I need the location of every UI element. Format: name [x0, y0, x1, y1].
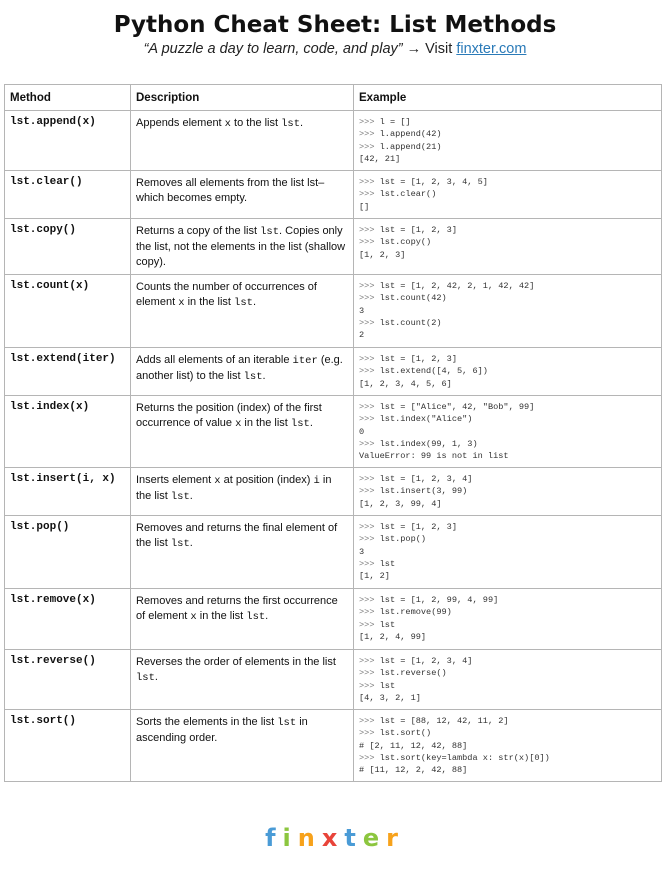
table-row — [5, 516, 662, 589]
description-text: Appends element — [136, 117, 225, 129]
example-line: >>> lst.index("Alice") — [359, 414, 473, 425]
method-cell: lst.extend(iter) — [5, 348, 131, 396]
method-cell: lst.reverse() — [5, 650, 131, 710]
inline-code: lst — [260, 226, 280, 238]
description-text: Removes and returns the first occurrence of element — [136, 595, 338, 622]
description-text: in the list — [136, 474, 332, 502]
example-line: [1, 2, 4, 99] — [359, 631, 427, 642]
example-line: >>> lst = ["Alice", 42, "Bob", 99] — [359, 402, 535, 412]
description-cell — [131, 396, 354, 468]
example-cell — [354, 219, 662, 275]
column-header-description: Description — [131, 85, 354, 111]
method-cell: lst.remove(x) — [5, 589, 131, 650]
example-cell — [354, 589, 662, 650]
description-text: . — [189, 490, 193, 502]
page-subtitle — [0, 41, 670, 57]
method-cell: lst.clear() — [5, 171, 131, 219]
example-line: >>> lst.clear() — [359, 189, 437, 200]
table-row — [5, 589, 662, 650]
description-text: . — [309, 417, 313, 429]
example-line: >>> lst.count(42) — [359, 293, 447, 304]
subtitle-arrow: → Visit — [402, 41, 457, 57]
example-line: >>> l.append(42) — [359, 129, 442, 140]
logo-letter: e — [362, 824, 387, 852]
description-cell — [131, 219, 354, 275]
example-cell — [354, 111, 662, 171]
inline-code: lst — [243, 371, 263, 383]
example-line: >>> lst = [1, 2, 3, 4] — [359, 656, 473, 666]
example-line: >>> lst.sort() — [359, 728, 432, 739]
inline-code: x — [190, 611, 197, 623]
example-line: # [11, 12, 2, 42, 88] — [359, 765, 468, 776]
example-line: [4, 3, 2, 1] — [359, 692, 421, 703]
example-line: >>> lst = [1, 2, 3, 4, 5] — [359, 177, 488, 187]
method-cell: lst.count(x) — [5, 275, 131, 348]
description-text: Inserts element — [136, 474, 215, 486]
example-line: >>> l = [] — [359, 117, 411, 127]
description-text: Returns the position (index) of the first occurrence of value — [136, 402, 322, 429]
example-line: [] — [359, 201, 370, 212]
example-line: >>> lst.reverse() — [359, 668, 447, 679]
example-cell — [354, 650, 662, 710]
description-text: in the list — [241, 417, 291, 429]
description-text: in the list — [184, 296, 235, 308]
inline-code: lst — [290, 418, 310, 430]
description-text: in ascending order. — [136, 716, 308, 744]
description-cell — [131, 348, 354, 396]
example-line: >>> lst.extend([4, 5, 6]) — [359, 366, 488, 377]
table-row — [5, 710, 662, 782]
column-header-example: Example — [354, 85, 662, 111]
description-cell — [131, 275, 354, 348]
example-line: >>> lst — [359, 619, 396, 630]
example-line: >>> lst = [1, 2, 3] — [359, 225, 457, 235]
table-row — [5, 111, 662, 171]
table-row — [5, 348, 662, 396]
example-cell — [354, 468, 662, 516]
inline-code: lst — [136, 672, 155, 684]
example-line: >>> lst = [1, 2, 99, 4, 99] — [359, 595, 499, 605]
method-cell: lst.append(x) — [5, 111, 131, 171]
example-line: [42, 21] — [359, 153, 401, 164]
example-line: [1, 2, 3, 99, 4] — [359, 498, 442, 509]
example-line: >>> l.append(21) — [359, 141, 442, 152]
inline-code: lst — [277, 717, 297, 729]
description-cell — [131, 589, 354, 650]
inline-code: lst — [170, 538, 190, 550]
description-text: in the list — [196, 610, 247, 622]
description-text: Removes all elements from the list lst–which becomes empty. — [136, 177, 325, 204]
method-cell: lst.pop() — [5, 516, 131, 589]
description-text: at position (index) — [220, 474, 314, 486]
inline-code: x — [214, 475, 221, 487]
method-cell: lst.index(x) — [5, 396, 131, 468]
method-cell: lst.sort() — [5, 710, 131, 782]
logo-letter: t — [344, 824, 363, 852]
description-text: to the list — [230, 117, 282, 129]
example-line: # [2, 11, 12, 42, 88] — [359, 740, 468, 751]
example-line: [1, 2, 3, 4, 5, 6] — [359, 378, 452, 389]
table-row — [5, 650, 662, 710]
description-text: . — [262, 370, 266, 382]
logo-letter: n — [297, 824, 322, 852]
example-line: >>> lst.index(99, 1, 3) — [359, 438, 478, 449]
table-header-row — [5, 85, 662, 111]
logo-letter: r — [386, 824, 405, 852]
inline-code: iter — [292, 355, 318, 367]
finxter-link[interactable]: finxter.com — [456, 41, 527, 57]
inline-code: lst — [281, 118, 301, 130]
table-row — [5, 275, 662, 348]
example-line: >>> lst.insert(3, 99) — [359, 486, 468, 497]
description-cell — [131, 111, 354, 171]
description-text: Counts the number of occurrences of element — [136, 281, 317, 308]
list-methods-table — [4, 84, 662, 782]
description-text: Reverses the order of elements in the list — [136, 656, 336, 668]
example-cell — [354, 171, 662, 219]
logo-letter: f — [265, 824, 283, 852]
example-cell — [354, 396, 662, 468]
description-text: . — [252, 296, 257, 308]
inline-code: i — [313, 475, 320, 487]
example-line: >>> lst = [1, 2, 3] — [359, 354, 457, 364]
example-line: 2 — [359, 330, 365, 341]
table-row — [5, 468, 662, 516]
description-cell — [131, 650, 354, 710]
description-text: . — [189, 537, 193, 549]
example-line: >>> lst — [359, 558, 396, 569]
description-text: Adds all elements of an iterable — [136, 354, 293, 366]
page-title: Python Cheat Sheet: List Methods — [113, 12, 557, 38]
description-text: . Copies only the list, not the elements in the list (shallow copy). — [136, 225, 346, 268]
example-line: 3 — [359, 546, 365, 557]
example-line: >>> lst.remove(99) — [359, 607, 452, 618]
inline-code: lst — [246, 611, 266, 623]
logo-letter: x — [321, 824, 345, 852]
example-line: >>> lst = [1, 2, 42, 2, 1, 42, 42] — [359, 281, 535, 291]
table-row — [5, 171, 662, 219]
description-text: (e.g. another list) to the list — [136, 354, 343, 382]
description-cell — [131, 516, 354, 589]
example-line: 3 — [359, 305, 365, 316]
inline-code: lst — [234, 297, 253, 309]
example-line: >>> lst.pop() — [359, 534, 427, 545]
example-line: >>> lst = [1, 2, 3] — [359, 522, 457, 532]
example-cell — [354, 275, 662, 348]
description-text: . — [154, 671, 158, 683]
example-cell — [354, 516, 662, 589]
table-row — [5, 219, 662, 275]
logo-letter: i — [282, 824, 298, 852]
example-line: 0 — [359, 426, 365, 437]
example-line: >>> lst — [359, 680, 396, 691]
example-line: ValueError: 99 is not in list — [359, 451, 509, 462]
inline-code: x — [178, 297, 185, 309]
description-cell — [131, 171, 354, 219]
method-cell: lst.insert(i, x) — [5, 468, 131, 516]
description-text: . — [265, 610, 269, 622]
inline-code: x — [235, 418, 242, 430]
example-cell — [354, 348, 662, 396]
column-header-method: Method — [5, 85, 131, 111]
example-line: [1, 2, 3] — [359, 249, 406, 260]
method-cell: lst.copy() — [5, 219, 131, 275]
description-cell — [131, 468, 354, 516]
finxter-logo — [0, 824, 670, 852]
description-text: Removes and returns the final element of the list — [136, 522, 338, 549]
description-text: . — [300, 117, 304, 129]
description-text: Returns a copy of the list — [136, 225, 261, 237]
inline-code: lst — [170, 491, 190, 503]
subtitle-quote: “A puzzle a day to learn, code, and play” — [143, 41, 403, 57]
example-line: [1, 2] — [359, 571, 390, 582]
inline-code: x — [224, 118, 231, 130]
description-text: Sorts the elements in the list — [136, 716, 278, 728]
example-line: >>> lst = [1, 2, 3, 4] — [359, 474, 473, 484]
example-line: >>> lst.copy() — [359, 237, 432, 248]
example-line: >>> lst = [88, 12, 42, 11, 2] — [359, 716, 509, 726]
example-line: >>> lst.sort(key=lambda x: str(x)[0]) — [359, 752, 550, 763]
table-row — [5, 396, 662, 468]
example-cell — [354, 710, 662, 782]
description-cell — [131, 710, 354, 782]
example-line: >>> lst.count(2) — [359, 317, 442, 328]
